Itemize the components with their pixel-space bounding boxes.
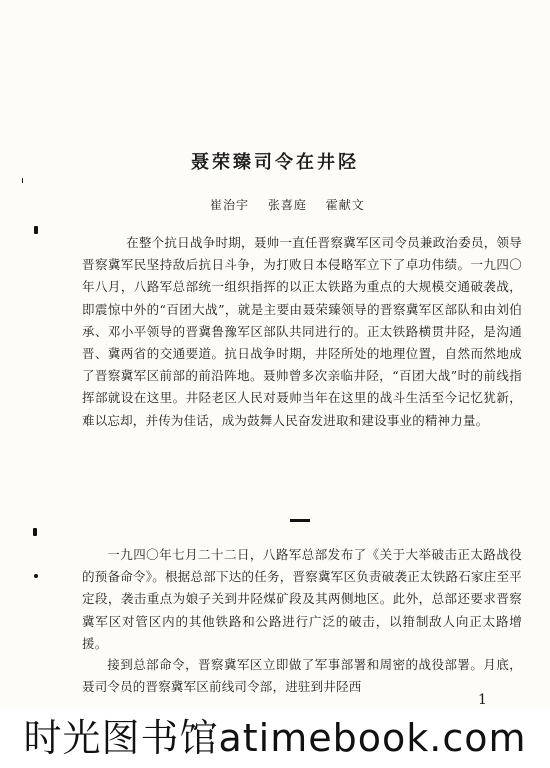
article-title: 聂荣臻司令在井陉 (191, 152, 359, 173)
paragraph-text: 在整个抗日战争时期，聂帅一直任晋察冀军区司令员兼政治委员，领导晋察冀军民坚持敌后抗日斗争，为打败日本侵略军立下了卓功伟绩。一九四〇年八月，八路军总部统一组织指挥的以正太铁路为重点的大规模交通破袭战，即震惊中外的“百团大战”，就是主要由聂荣臻领导的晋察冀军区部队和由刘伯承、邓小平领导的晋冀鲁豫军区部队共同进行的。正太铁路横贯井陉，是沟通晋、冀两省的交通要道。抗日战争时期，井陉所处的地理位置，自然而然地成了晋察冀军区前部的前沿阵地。聂帅曾多次亲临井陉，“百团大战”时的前线指挥部就设在这里。井陉老区人民对聂帅当年在这里的战斗生活至今记忆犹新，难以忘却，并传为佳话，成为鼓舞人民奋发进取和建设事业的精神力量。 (82, 235, 522, 428)
author-name: 霍献文 (325, 198, 365, 212)
body-paragraph (82, 544, 522, 654)
body-paragraph (82, 654, 522, 700)
author-name: 崔治宇 (210, 198, 250, 212)
paragraph-text: 接到总部命令，晋察冀军区立即做了军事部署和周密的战役部署。月底，聂司令员的晋察冀军区前线司令部，进驻到井陉西 (82, 657, 522, 695)
scan-speck (34, 226, 38, 234)
scan-speck (22, 178, 23, 183)
paragraph-text: 一九四〇年七月二十二日，八路军总部发布了《关于大举破击正太路战役的预备命令》。根据总部下达的任务，晋察冀军区负责破袭正太铁路石家庄至平定段，袭击重点为娘子关到井陉煤矿段及其两侧地区。此外，总部还要求晋察冀军区对管区内的其他铁路和公路进行广泛的破击，以箝制敌人向正太路增援。 (82, 547, 522, 651)
author-name: 张喜庭 (267, 198, 307, 212)
author-line (210, 196, 440, 213)
body-paragraph (82, 232, 522, 480)
section-number-one (290, 519, 310, 522)
scan-speck (34, 574, 38, 578)
scan-speck (33, 528, 37, 536)
page-number: 1 (478, 692, 487, 708)
watermark-banner: 时光图书馆atimebook.com (0, 708, 550, 768)
